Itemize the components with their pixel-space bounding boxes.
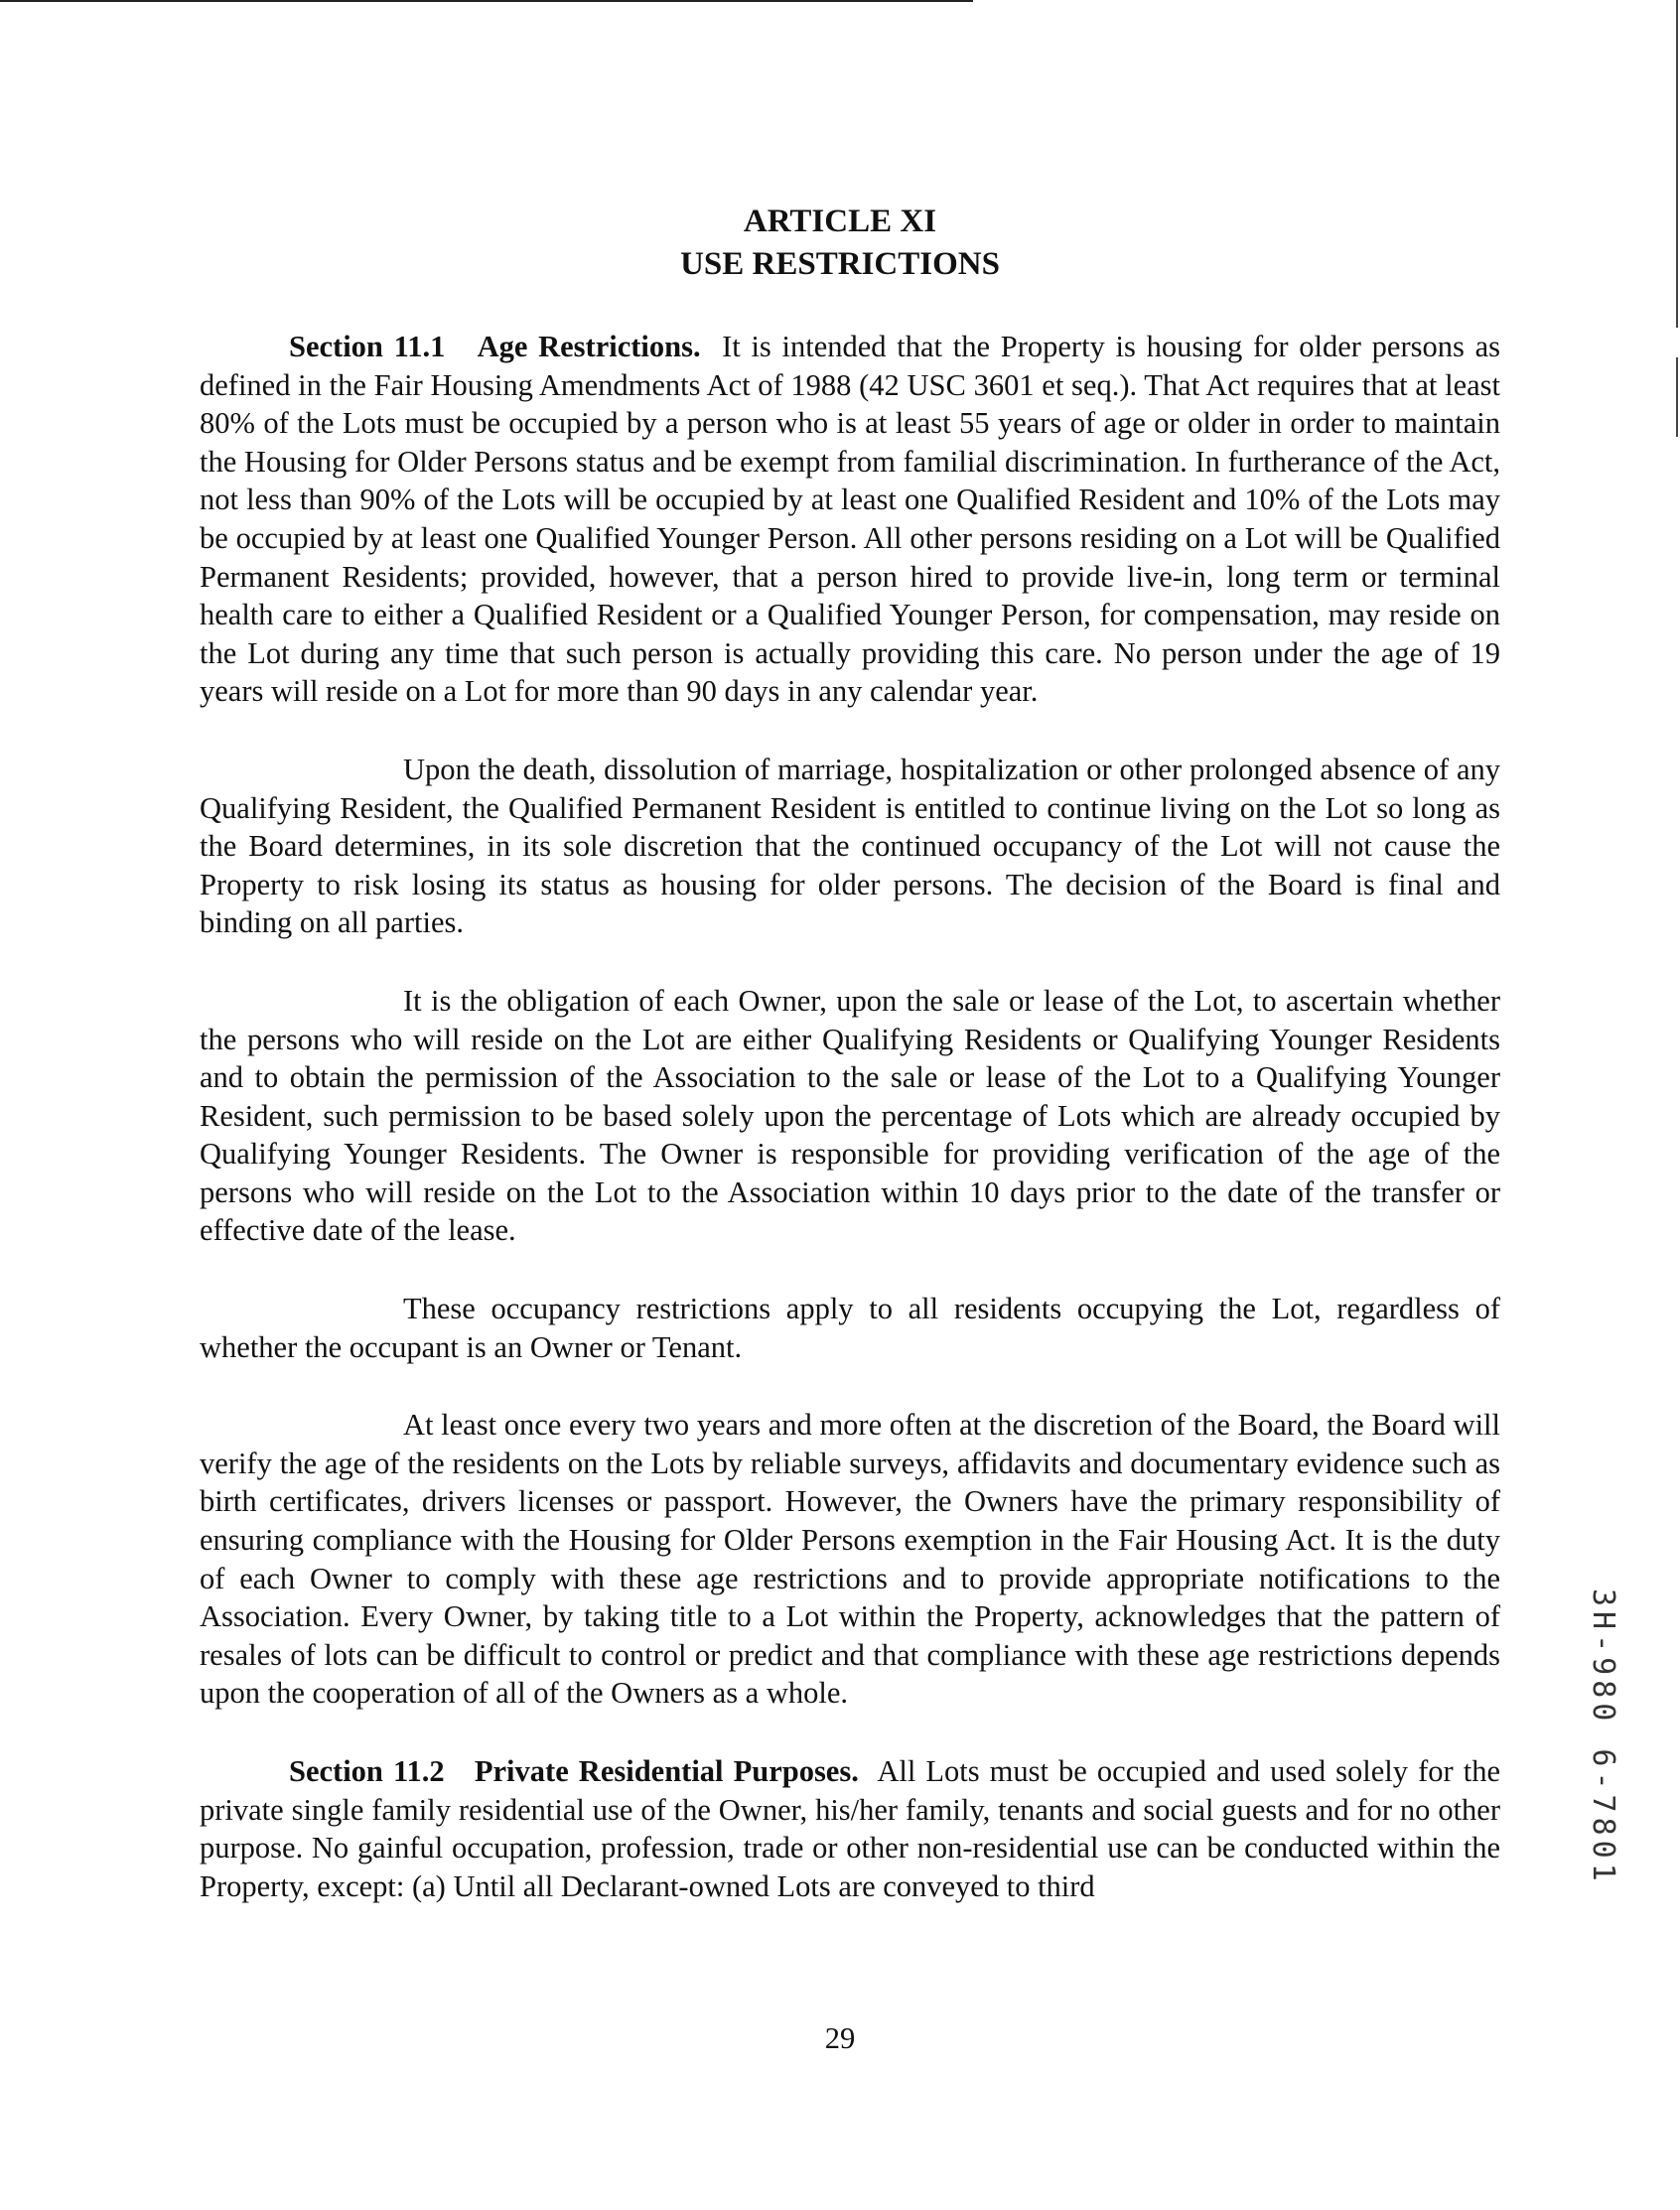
section-11-1-paragraph-4: These occupancy restrictions apply to all residents occupying the Lot, regardless of whether the occupant is an Owner or Tenant. (200, 1292, 1500, 1364)
section-11-2-title: Private Residential Purposes. (474, 1754, 859, 1788)
margin-recording-stamp: 3H-980 6-7801 (1586, 1588, 1620, 1886)
article-title: USE RESTRICTIONS (680, 246, 1000, 282)
page-number: 29 (824, 2021, 856, 2055)
section-11-1-paragraph (200, 328, 1500, 711)
section-11-1-paragraph-3: It is the obligation of each Owner, upon the sale or lease of the Lot, to ascertain whether the persons who will reside on the Lot are either Qualifying Residents or Qualifying Younger Residents and to obtain the permission of the Association to the sale or lease of the Lot to a Qualifying Younger Resident, such permission to be based solely upon the percentage of Lots which are already occupied by Qualifying Younger Residents. The Owner is responsible for providing verification of the age of the persons who will reside on the Lot to the Association within 10 days prior to the date of the transfer or effective date of the lease. (200, 983, 1500, 1248)
section-11-1-paragraph-5: At least once every two years and more often at the discretion of the Board, the Board will verify the age of the residents on the Lots by reliable surveys, affidavits and documentary evidence such as birth certificates, drivers licenses or passport. However, the Owners have the primary responsibility of ensuring compliance with the Housing for Older Persons exemption in the Fair Housing Act. It is the duty of each Owner to comply with these age restrictions and to provide appropriate notifications to the Association. Every Owner, by taking title to a Lot within the Property, acknowledges that the pattern of resales of lots can be difficult to control or predict and that compliance with these age restrictions depends upon the cooperation of all of the Owners as a whole. (200, 1408, 1500, 1711)
section-11-1-paragraph-2: Upon the death, dissolution of marriage, hospitalization or other prolonged absence of any Qualifying Resident, the Qualified Permanent Resident is entitled to continue living on the Lot so long as the Board determines, in its sole discretion that the continued occupancy of the Lot will not cause the Property to risk losing its status as housing for older persons. The decision of the Board is final and binding on all parties. (200, 752, 1500, 940)
section-11-2-paragraph (200, 1752, 1500, 1905)
section-11-2-number: Section 11.2 (289, 1754, 445, 1788)
scan-top-rule (0, 0, 973, 2)
section-11-1-number: Section 11.1 (289, 330, 446, 363)
document-body (200, 328, 1500, 1945)
section-11-1-title: Age Restrictions. (477, 330, 701, 363)
section-11-1-intro: It is intended that the Property is housing for older persons as defined in the Fair Housing Amendments Act of 1988 (42 USC 3601 et seq.). That Act requires that at least 80% of the Lots must be occupied by a person who is at least 55 years of age or older in order to maintain the Housing for Older Persons status and be exempt from familial discrimination. In furtherance of the Act, not less than 90% of the Lots will be occupied by at least one Qualified Resident and 10% of the Lots may be occupied by at least one Qualified Younger Person. All other persons residing on a Lot will be Qualified Permanent Residents; provided, however, that a person hired to provide live-in, long term or terminal health care to either a Qualified Resident or a Qualified Younger Person, for compensation, may reside on the Lot during any time that such person is actually providing this care. No person under the age of 19 years will reside on a Lot for more than 90 days in any calendar year. (200, 330, 1501, 709)
scan-right-edge-lower (1676, 357, 1678, 437)
article-number: ARTICLE XI (743, 204, 937, 239)
section-11-2-text: All Lots must be occupied and used solely for the private single family residential use of the Owner, his/her family, tenants and social guests and for no other purpose. No gainful occupation, profession, trade or other non-residential use can be conducted within the Property, except: (a) Until all Declarant-owned Lots are conveyed to third (200, 1754, 1500, 1903)
